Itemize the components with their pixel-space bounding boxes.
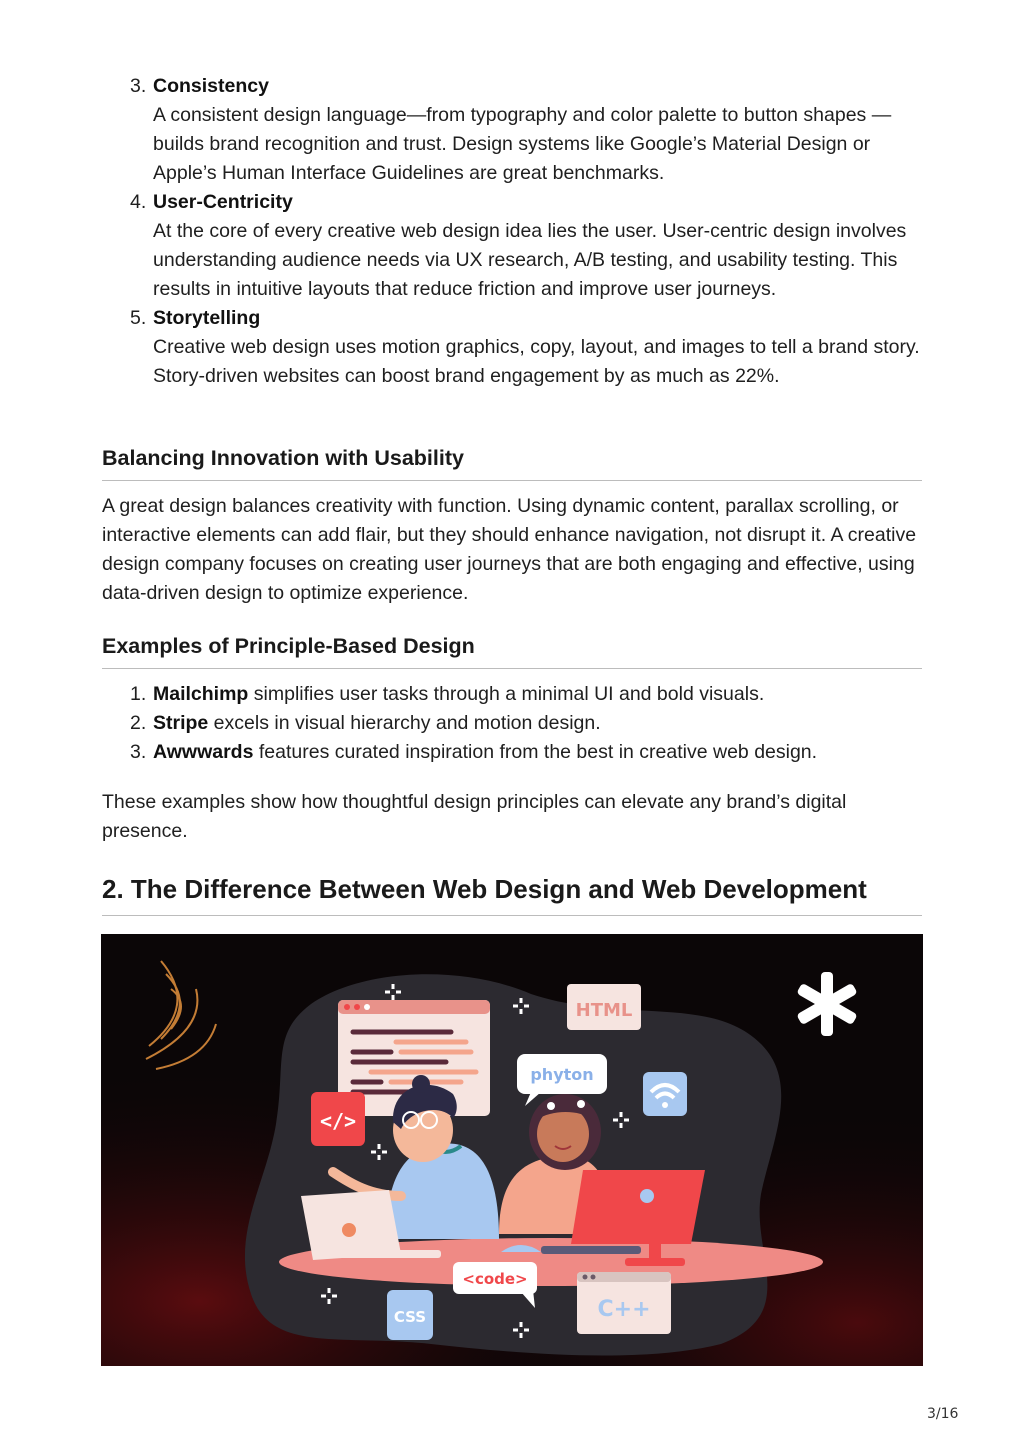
background-blob <box>245 974 781 1355</box>
list-number: 1. <box>130 683 147 705</box>
example-text: excels in visual hierarchy and motion design. <box>208 712 601 734</box>
list-item-body: Creative web design uses motion graphics, copy, layout, and images to tell a brand story. Story-driven websites can boost brand engagement by as much as 22%. <box>153 336 920 387</box>
example-name: Stripe <box>153 712 209 734</box>
list-item <box>102 738 922 767</box>
list-item-body: At the core of every creative web design idea lies the user. User-centric design involves understanding audience needs via UX research, A/B testing, and usability testing. This results in intuitive layouts that reduce friction and improve user journeys. <box>153 220 907 300</box>
list-item <box>102 680 922 709</box>
examples-list <box>102 680 922 767</box>
example-name: Awwwards <box>153 741 254 763</box>
list-item <box>102 72 922 188</box>
examples-closing-paragraph: These examples show how thoughtful design principles can elevate any brand’s digital presence. <box>102 791 847 842</box>
example-text: simplifies user tasks through a minimal UI and bold visuals. <box>248 683 765 705</box>
list-item-title: Consistency <box>153 75 269 97</box>
web-design-development-illustration <box>101 934 923 1366</box>
list-item <box>102 304 922 391</box>
balancing-paragraph: A great design balances creativity with function. Using dynamic content, parallax scrolling, or interactive elements can add flair, but they should enhance navigation, not disrupt it. A creative design company focuses on creating user journeys that are both engaging and effective, using data-driven design to optimize experience. <box>102 495 917 604</box>
html-tag <box>567 984 641 1030</box>
list-item-body: A consistent design language—from typography and color palette to button shapes —builds brand recognition and trust. Design systems like Google’s Material Design or Apple’s Human Interface Guidelines are great benchmarks. <box>153 104 892 184</box>
svg-text:CSS: CSS <box>393 1308 427 1326</box>
page-number: 3/16 <box>927 1406 959 1422</box>
section-heading-balancing: Balancing Innovation with Usability <box>102 446 922 481</box>
svg-text:HTML: HTML <box>575 1000 633 1021</box>
list-item-title: Storytelling <box>153 307 261 329</box>
cpp-window <box>577 1272 671 1334</box>
svg-text:phyton: phyton <box>530 1065 594 1084</box>
wifi-icon <box>643 1072 687 1116</box>
list-number: 3. <box>130 75 147 97</box>
svg-text:</>: </> <box>319 1109 357 1133</box>
svg-text:C++: C++ <box>597 1297 651 1322</box>
section-heading-examples: Examples of Principle-Based Design <box>102 634 922 669</box>
list-number: 3. <box>130 741 147 763</box>
section-heading-difference: 2. The Difference Between Web Design and Web Development <box>102 874 922 916</box>
example-text: features curated inspiration from the best in creative web design. <box>253 741 818 763</box>
example-name: Mailchimp <box>153 683 249 705</box>
list-item <box>102 188 922 304</box>
css-tag <box>387 1290 433 1340</box>
principles-list <box>102 72 922 391</box>
list-number: 2. <box>130 712 147 734</box>
list-item <box>102 709 922 738</box>
code-tag-icon <box>311 1092 365 1146</box>
list-item-title: User-Centricity <box>153 191 293 213</box>
svg-text:<code>: <code> <box>462 1270 528 1288</box>
list-number: 4. <box>130 191 147 213</box>
list-number: 5. <box>130 307 147 329</box>
